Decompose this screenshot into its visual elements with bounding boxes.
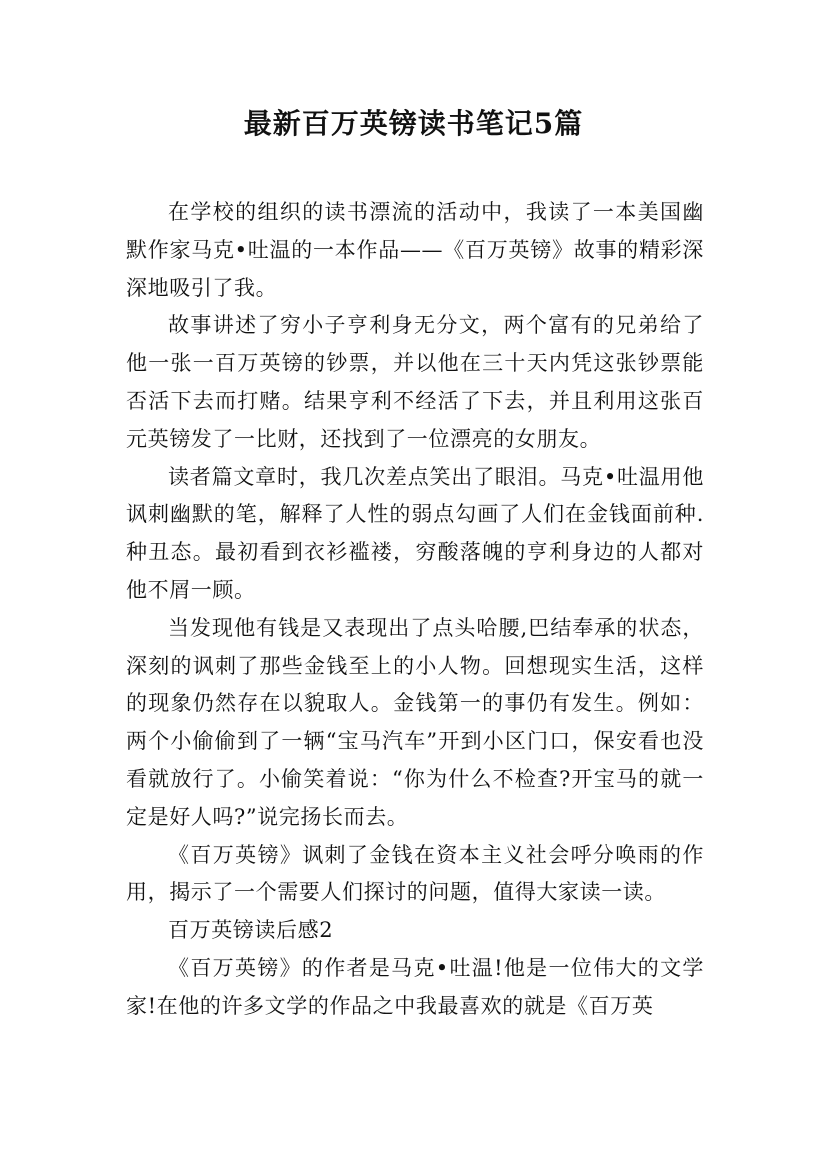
paragraph-2: 故事讲述了穷小子亨利身无分文，两个富有的兄弟给了他一张一百万英镑的钞票，并以他在三十天内凭这张钞票能否活下去而打赌。结果亨利不经活了下去，并且利用这张百元英镑发了一比财，还找到了一位漂亮的女朋友。 [126, 313, 704, 451]
paragraph-5: 《百万英镑》讽刺了金钱在资本主义社会呼分唤雨的作用，揭示了一个需要人们探讨的问题，值得大家读一读。 [126, 842, 704, 905]
paragraph-6: 《百万英镑》的作者是马克•吐温!他是一位伟大的文学家!在他的许多文学的作品之中我最喜欢的就是《百万英 [126, 955, 704, 1018]
paragraph-3: 读者篇文章时，我几次差点笑出了眼泪。马克•吐温用他讽刺幽默的笔，解释了人性的弱点勾画了人们在金钱面前种.种丑态。最初看到衣衫褴褛，穷酸落魄的亨利身边的人都对他不屑一顾。 [126, 464, 704, 602]
document-body [126, 194, 704, 1026]
document-title: 最新百万英镑读书笔记5篇 [243, 107, 584, 140]
paragraph-1: 在学校的组织的读书漂流的活动中，我读了一本美国幽默作家马克•吐温的一本作品——《百万英镑》故事的精彩深深地吸引了我。 [126, 200, 704, 300]
section-heading: 百万英镑读后感2 [168, 918, 334, 943]
paragraph-4: 当发现他有钱是又表现出了点头哈腰,巴结奉承的状态，深刻的讽刺了那些金钱至上的小人物。回想现实生活，这样的现象仍然存在以貌取人。金钱第一的事仍有发生。例如：两个小偷偷到了一辆“宝马汽车”开到小区门口，保安看也没看就放行了。小偷笑着说：“你为什么不检查?开宝马的就一定是好人吗?”说完扬长而去。 [126, 615, 704, 829]
